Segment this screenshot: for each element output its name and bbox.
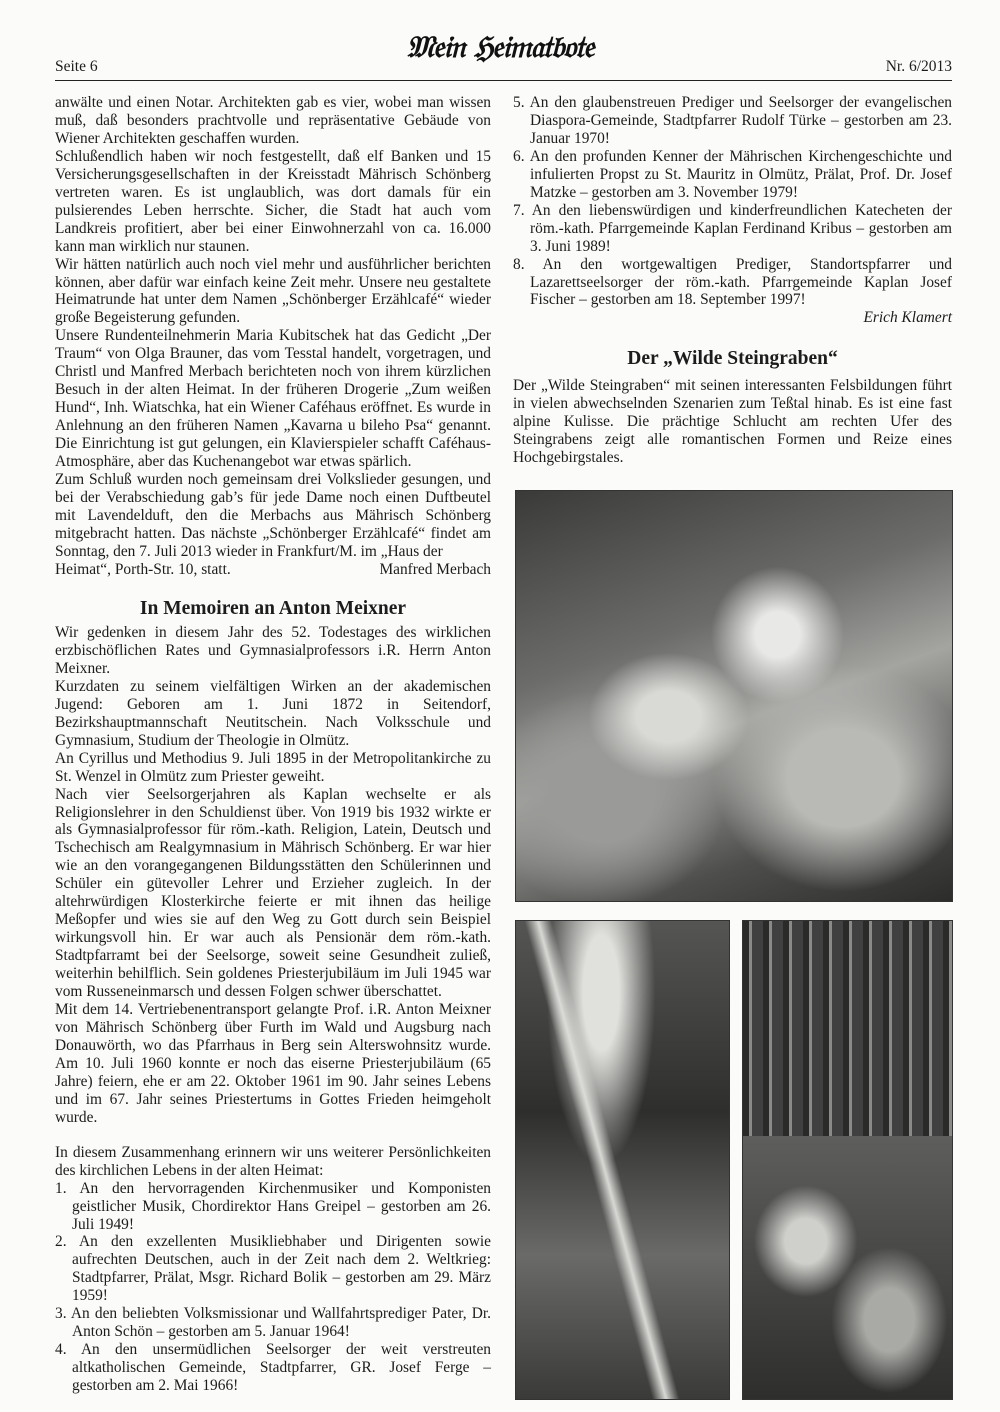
paragraph: Schlußendlich haben wir noch festgestellt, daß elf Banken und 15 Versicherungsgesellschaften in der Kreisstadt Mährisch Schönberg vertreten waren. Es ist unglaublich, was dort damals für ein pulsierendes Leben herrschte. Sicher, die Stadt hat auch vom Landkreis profitiert, aber bei einer Einwohnerzahl von ca. 16.000 kann man wirklich nur staunen. bbox=[55, 147, 491, 255]
list-item: 6. An den profunden Kenner der Mährischen Kirchengeschichte und infulierten Propst zu St. Mauritz in Olmütz, Prälat, Prof. Dr. Josef Matzke – gestorben am 3. November 1979! bbox=[513, 147, 952, 201]
list-item: 5. An den glaubenstreuen Prediger und Seelsorger der evangelischen Diaspora-Gemeinde, Stadtpfarrer Rudolf Türke – gestorben am 23. Januar 1970! bbox=[513, 94, 952, 147]
list-item: 3. An den beliebten Volksmissionar und Wallfahrtsprediger Pater, Dr. Anton Schön – gestorben am 5. Januar 1964! bbox=[55, 1305, 491, 1341]
header-rule bbox=[55, 80, 952, 81]
masthead-logo: 𝔐𝔢𝔦𝔫 ℌ𝔢𝔦𝔪𝔞𝔱𝔟𝔬𝔱𝔢 bbox=[406, 30, 594, 65]
photo-gorge-with-man bbox=[515, 490, 953, 902]
page-number: Seite 6 bbox=[55, 58, 98, 75]
memorial-list-continued bbox=[513, 94, 952, 309]
photo-forest-rocks bbox=[742, 920, 953, 1400]
paragraph: Mit dem 14. Vertriebenentransport gelangte Prof. i.R. Anton Meixner von Mährisch Schönberg über Furth im Wald und Augsburg nach Donauwörth, wo das Pfarrhaus in Berg sein Alterswohnsitz wurde. Am 10. Juli 1960 konnte er noch das eiserne Priesterjubiläum (65 Jahre) feiern, ehe er am 22. Oktober 1961 im 90. Jahr seines Lebens und im 67. Jahr seines Priestertums in Gottes Frieden heimgeholt wurde. bbox=[55, 1001, 491, 1126]
article-title: Der „Wilde Steingraben“ bbox=[627, 348, 838, 369]
paragraph: Nach vier Seelsorgerjahren als Kaplan wechselte er als Religionslehrer in den Schuldienst über. Von 1919 bis 1932 wirkte er als Gymnasialprofessor für röm.-kath. Religion, Latein, Deutsch und Tschechisch am Realgymnasium in Mährisch Schönberg. Er war hier wie an den vorangegangenen Bildungsstätten den Schülerinnen und Schüler ein gütevoller Lehrer und Erzieher zugleich. In der altehrwürdigen Klosterkirche feierte er mit ihnen das heilige Meßopfer und wies sie auf den Weg zu Gott durch sein Beispiel wirkungsvoll hin. Er war auch als Pensionär dem röm.-kath. Stadtpfarramt bei der Seelsorge, soweit seine Gesundheit zuließ, weiterhin behilflich. Sein goldenes Priesterjubiläum im Juli 1945 war vom Russeneinmarsch und dessen Folgen schwer überschattet. bbox=[55, 785, 491, 1001]
list-item: 7. An den liebenswürdigen und kinderfreundlichen Katecheten der röm.-kath. Pfarrgemeinde Kaplan Ferdinand Kribus – gestorben am 3. Juni 1989! bbox=[513, 201, 952, 255]
photo-stream-with-trees bbox=[515, 920, 730, 1400]
paragraph: Wir gedenken in diesem Jahr des 52. Todestages des wirklichen erzbischöflichen Rates und Gymnasialprofessors i.R. Herrn Anton Meixner. bbox=[55, 624, 491, 677]
list-item: 2. An den exzellenten Musikliebhaber und Dirigenten sowie aufrechten Deutschen, auch in der Zeit nach dem 2. Weltkrieg: Stadtpfarrer, Prälat, Msgr. Richard Bolik – gestorben am 29. März 1959! bbox=[55, 1233, 491, 1305]
list-item: 4. An den unsermüdlichen Seelsorger der weit verstreuten altkatholischen Gemeinde, Stadtpfarrer, GR. Josef Ferge – gestorben am 2. Mai 1966! bbox=[55, 1341, 491, 1395]
steingraben-text: Der „Wilde Steingraben“ mit seinen interessanten Felsbildungen führt in vielen abwechselnden Szenarien zum Teßtal hinab. Es ist eine fast alpine Kulisse. Die prächtige Schlucht am rechten Ufer des Steingrabens zeigt alle romantischen Formen und Reize eines Hochgebirgstales. bbox=[513, 377, 952, 466]
paragraph: In diesem Zusammenhang erinnern wir uns weiterer Persönlichkeiten des kirchlichen Lebens in der alten Heimat: bbox=[55, 1143, 491, 1179]
paragraph: Wir hätten natürlich auch noch viel mehr und ausführlicher berichten können, aber dafür war einfach keine Zeit mehr. Unsere neu gestaltete Heimatrunde hat unter dem Namen „Schönberger Erzählcafé“ wieder große Begeisterung gefunden. bbox=[55, 255, 491, 327]
left-article bbox=[55, 94, 491, 579]
meixner-article bbox=[55, 624, 491, 1395]
author: Erich Klamert bbox=[863, 309, 952, 327]
issue-number: Nr. 6/2013 bbox=[885, 58, 952, 75]
memorial-list bbox=[55, 1180, 491, 1395]
article-title: In Memoiren an Anton Meixner bbox=[139, 598, 407, 619]
paragraph: anwälte und einen Notar. Architekten gab es vier, wobei man wissen muß, daß besonders prachtvolle und repräsentative Gebäude von Wiener Architekten geschaffen wurden. bbox=[55, 94, 491, 147]
paragraph: An Cyrillus und Methodius 9. Juli 1895 in der Metropolitankirche zu St. Wenzel in Olmütz zum Priester geweiht. bbox=[55, 749, 491, 785]
list-item: 8. An den wortgewaltigen Prediger, Standortspfarrer und Lazarettseelsorger der röm.-kath. Pfarrgemeinde Kaplan Josef Fischer – gestorben am 18. September 1997! bbox=[513, 255, 952, 309]
right-column bbox=[513, 94, 952, 327]
paragraph: Unsere Rundenteilnehmerin Maria Kubitschek hat das Gedicht „Der Traum“ von Olga Brauner, das vom Tesstal handelt, vorgetragen, und Christl und Manfred Merbach berichteten noch von ihrem kürzlichen Besuch in der alten Heimat. In der früheren Drogerie „Zum weißen Hund“, Inh. Wiatschka, hat ein Wiener Caféhaus eröffnet. Es wurde in Anlehnung an den früheren Namen „Kavarna u bileho Psa“ genannt. Die Einrichtung ist gut gelungen, ein Klavierspieler schafft Caféhaus-Atmosphäre, aber das Kuchenangebot war etwas spärlich. bbox=[55, 327, 491, 471]
paragraph: Zum Schluß wurden noch gemeinsam drei Volkslieder gesungen, und bei der Verabschiedung gab’s für jede Dame noch einen Duftbeutel mit Lavendelduft, den die Merbachs aus Mährisch Schönberg mitgebracht hatten. Das nächste „Schönberger Erzählcafé“ findet am Sonntag, den 7. Juli 2013 wieder in Frankfurt/M. im „Haus der bbox=[55, 471, 491, 560]
paragraph-end: Heimat“, Porth-Str. 10, statt. bbox=[55, 560, 231, 578]
paragraph: Kurzdaten zu seinem vielfältigen Wirken an der akademischen Jugend: Geboren am 1. Juni 1872 in Seitendorf, Bezirkshauptmannschaft Neutitschein. Nach Volksschule und Gymnasium, Studium der Theologie in Olmütz. bbox=[55, 677, 491, 749]
author: Manfred Merbach bbox=[379, 560, 491, 578]
list-item: 1. An den hervorragenden Kirchenmusiker und Komponisten geistlicher Musik, Chordirektor Hans Greipel – gestorben am 26. Juli 1949! bbox=[55, 1179, 491, 1233]
